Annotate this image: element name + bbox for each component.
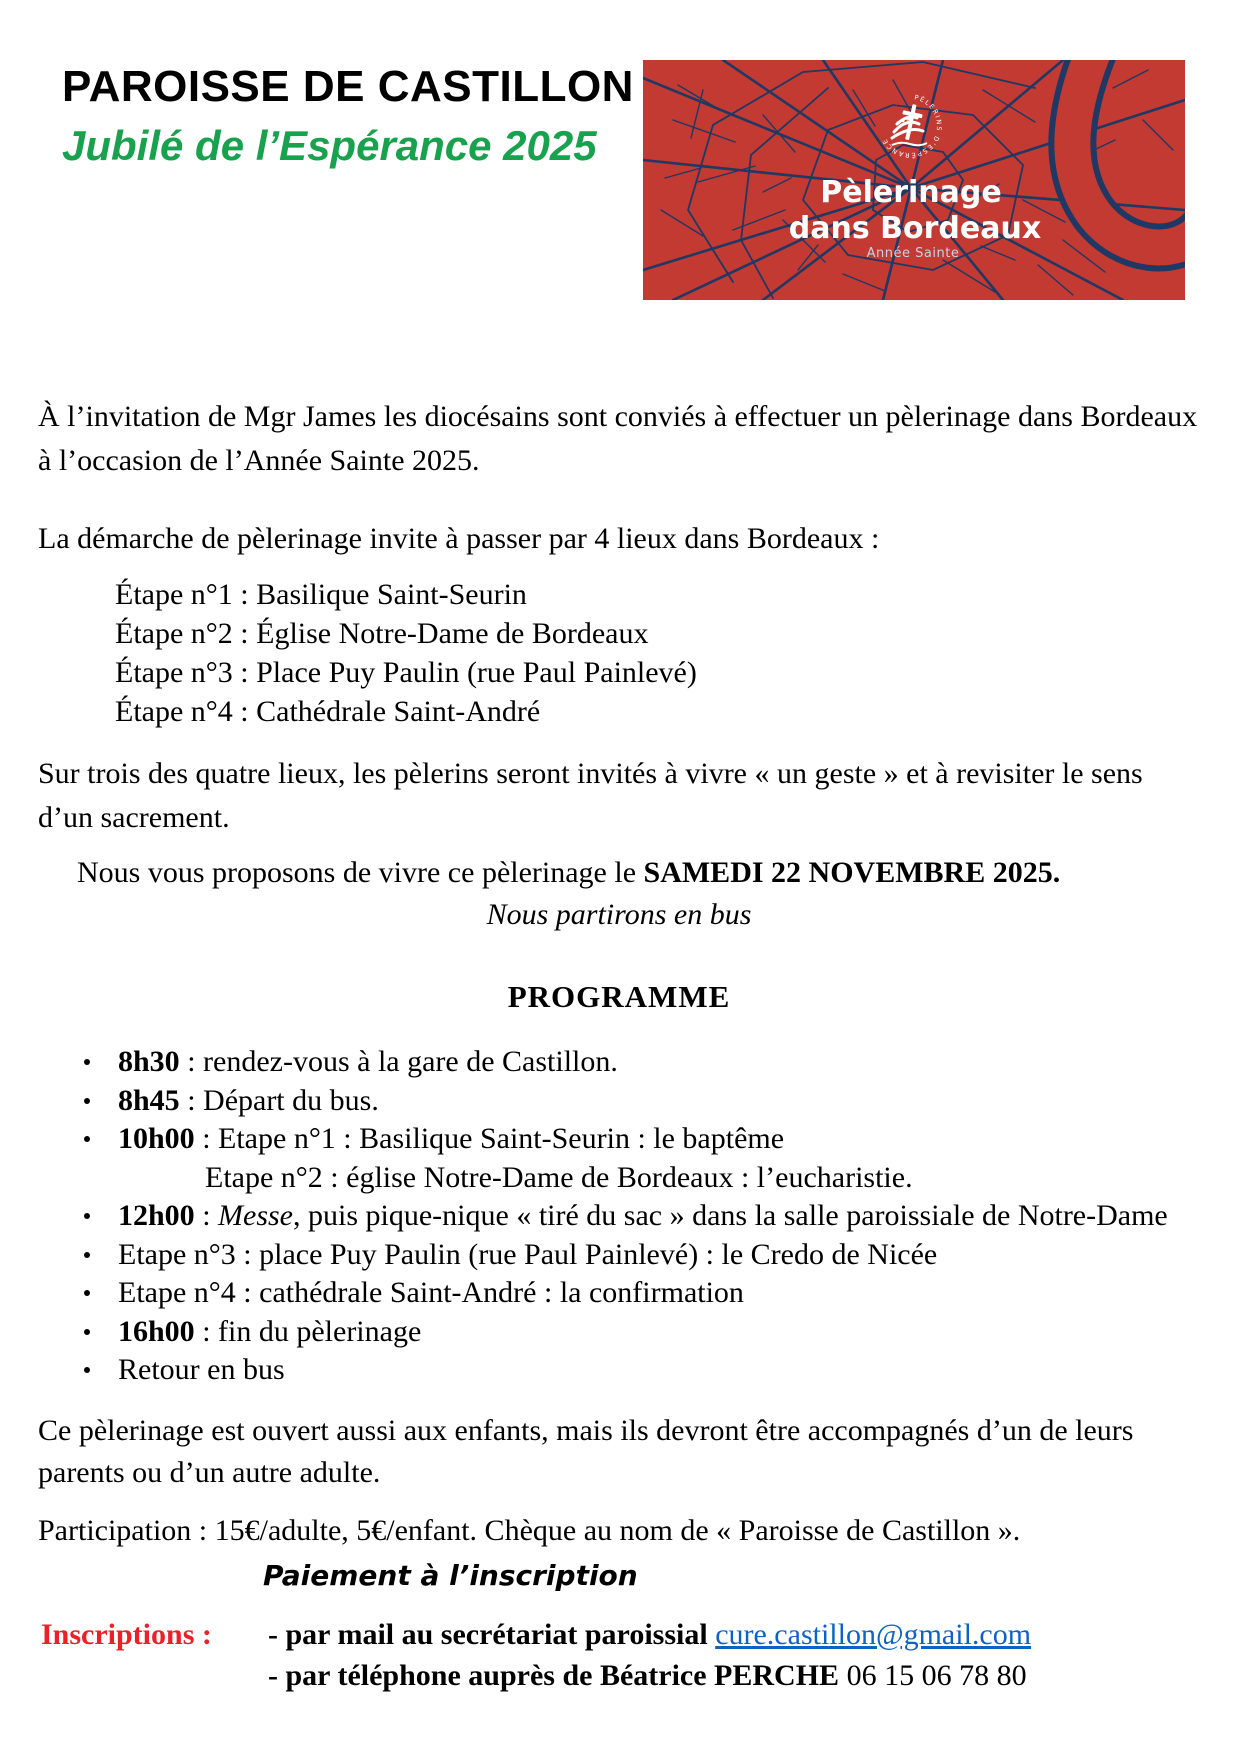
list-item: Étape n°1 : Basilique Saint-Seurin xyxy=(115,578,527,611)
banner-title-line1: Pèlerinage xyxy=(820,175,1002,210)
inscription-mail-line xyxy=(268,1614,1031,1655)
item-separator: : xyxy=(194,1199,219,1232)
banner-title-line2: dans Bordeaux xyxy=(788,211,1042,246)
children-note: Ce pèlerinage est ouvert aussi aux enfants, mais ils devront être accompagnés d’un de leurs parents ou d’un autre adulte. xyxy=(38,1413,1134,1489)
proposal-date: SAMEDI 22 NOVEMBRE 2025. xyxy=(643,856,1061,889)
mail-line-text: - par mail au secrétariat paroissial xyxy=(268,1617,716,1651)
steps-intro-paragraph: La démarche de pèlerinage invite à passer par 4 lieux dans Bordeaux : xyxy=(38,522,880,555)
phone-number: 06 15 06 78 80 xyxy=(846,1658,1027,1692)
inscriptions-lines xyxy=(268,1614,1031,1696)
item-text: : rendez-vous à la gare de Castillon. xyxy=(179,1045,618,1078)
inscriptions-label: Inscriptions : xyxy=(41,1617,212,1651)
programme-heading: PROGRAMME xyxy=(507,979,731,1014)
list-item xyxy=(38,1120,1200,1197)
phone-line-text: - par téléphone auprès de Béatrice PERCHE xyxy=(268,1658,847,1692)
bus-note: Nous partirons en bus xyxy=(486,898,752,931)
inscription-phone-line xyxy=(268,1655,1031,1696)
time-label: 8h45 xyxy=(118,1083,180,1117)
bordeaux-map-graphic xyxy=(643,60,1185,300)
list-item xyxy=(38,1274,1200,1313)
list-item xyxy=(38,1236,1200,1275)
proposal-line xyxy=(38,852,1200,894)
list-item xyxy=(38,1043,1200,1082)
page-subtitle: Jubilé de l’Espérance 2025 xyxy=(62,122,597,169)
payment-note: Paiement à l’inscription xyxy=(263,1558,638,1592)
list-item xyxy=(38,1351,1200,1390)
logo-ring-text: PÈLERINS D’ESPÉRANCE xyxy=(880,93,944,160)
list-item xyxy=(38,1082,1200,1121)
intro-paragraph: À l’invitation de Mgr James les diocésains sont conviés à effectuer un pèlerinage dans Bordeaux à l’occasion de l’Année Sainte 2025. xyxy=(38,400,1198,477)
gesture-paragraph: Sur trois des quatre lieux, les pèlerins seront invités à vivre « un geste » et à revisiter le sens d’un sacrement. xyxy=(38,757,1143,834)
programme-list xyxy=(38,1043,1200,1390)
item-text: Retour en bus xyxy=(118,1353,285,1386)
page-title: PAROISSE DE CASTILLON xyxy=(62,62,634,111)
banner-tagline: Année Sainte xyxy=(866,246,960,261)
item-text: , puis pique-nique « tiré du sac » dans la salle paroissiale de Notre-Dame xyxy=(293,1199,1168,1232)
email-link[interactable]: cure.castillon@gmail.com xyxy=(715,1617,1032,1651)
participation-line: Participation : 15€/adulte, 5€/enfant. Chèque au nom de « Paroisse de Castillon ». xyxy=(38,1513,1021,1547)
item-continuation: Etape n°2 : église Notre-Dame de Bordeaux : l’eucharistie. xyxy=(205,1160,913,1194)
item-text: Etape n°3 : place Puy Paulin (rue Paul Painlevé) : le Credo de Nicée xyxy=(118,1237,938,1271)
list-item xyxy=(38,1197,1200,1236)
time-label: 10h00 xyxy=(118,1122,195,1155)
item-italic-text: Messe xyxy=(218,1199,294,1232)
inscriptions-block xyxy=(38,1614,1200,1696)
time-label: 12h00 xyxy=(118,1199,195,1232)
time-label: 8h30 xyxy=(118,1045,180,1078)
time-label: 16h00 xyxy=(118,1314,195,1348)
item-text: : Etape n°1 : Basilique Saint-Seurin : le baptême xyxy=(194,1122,785,1155)
item-text: : fin du pèlerinage xyxy=(194,1314,422,1348)
flyer-content xyxy=(0,62,1240,1696)
list-item xyxy=(38,1313,1200,1352)
proposal-text: Nous vous proposons de vivre ce pèlerinage le xyxy=(77,856,644,889)
etapes-list xyxy=(115,575,1200,731)
list-item: Étape n°4 : Cathédrale Saint-André xyxy=(115,695,541,728)
list-item: Étape n°2 : Église Notre-Dame de Bordeaux xyxy=(115,617,649,650)
pilgrimage-banner-image xyxy=(643,60,1185,300)
list-item: Étape n°3 : Place Puy Paulin (rue Paul Painlevé) xyxy=(115,656,697,689)
item-text: : Départ du bus. xyxy=(179,1083,379,1117)
item-text: Etape n°4 : cathédrale Saint-André : la confirmation xyxy=(118,1276,744,1309)
